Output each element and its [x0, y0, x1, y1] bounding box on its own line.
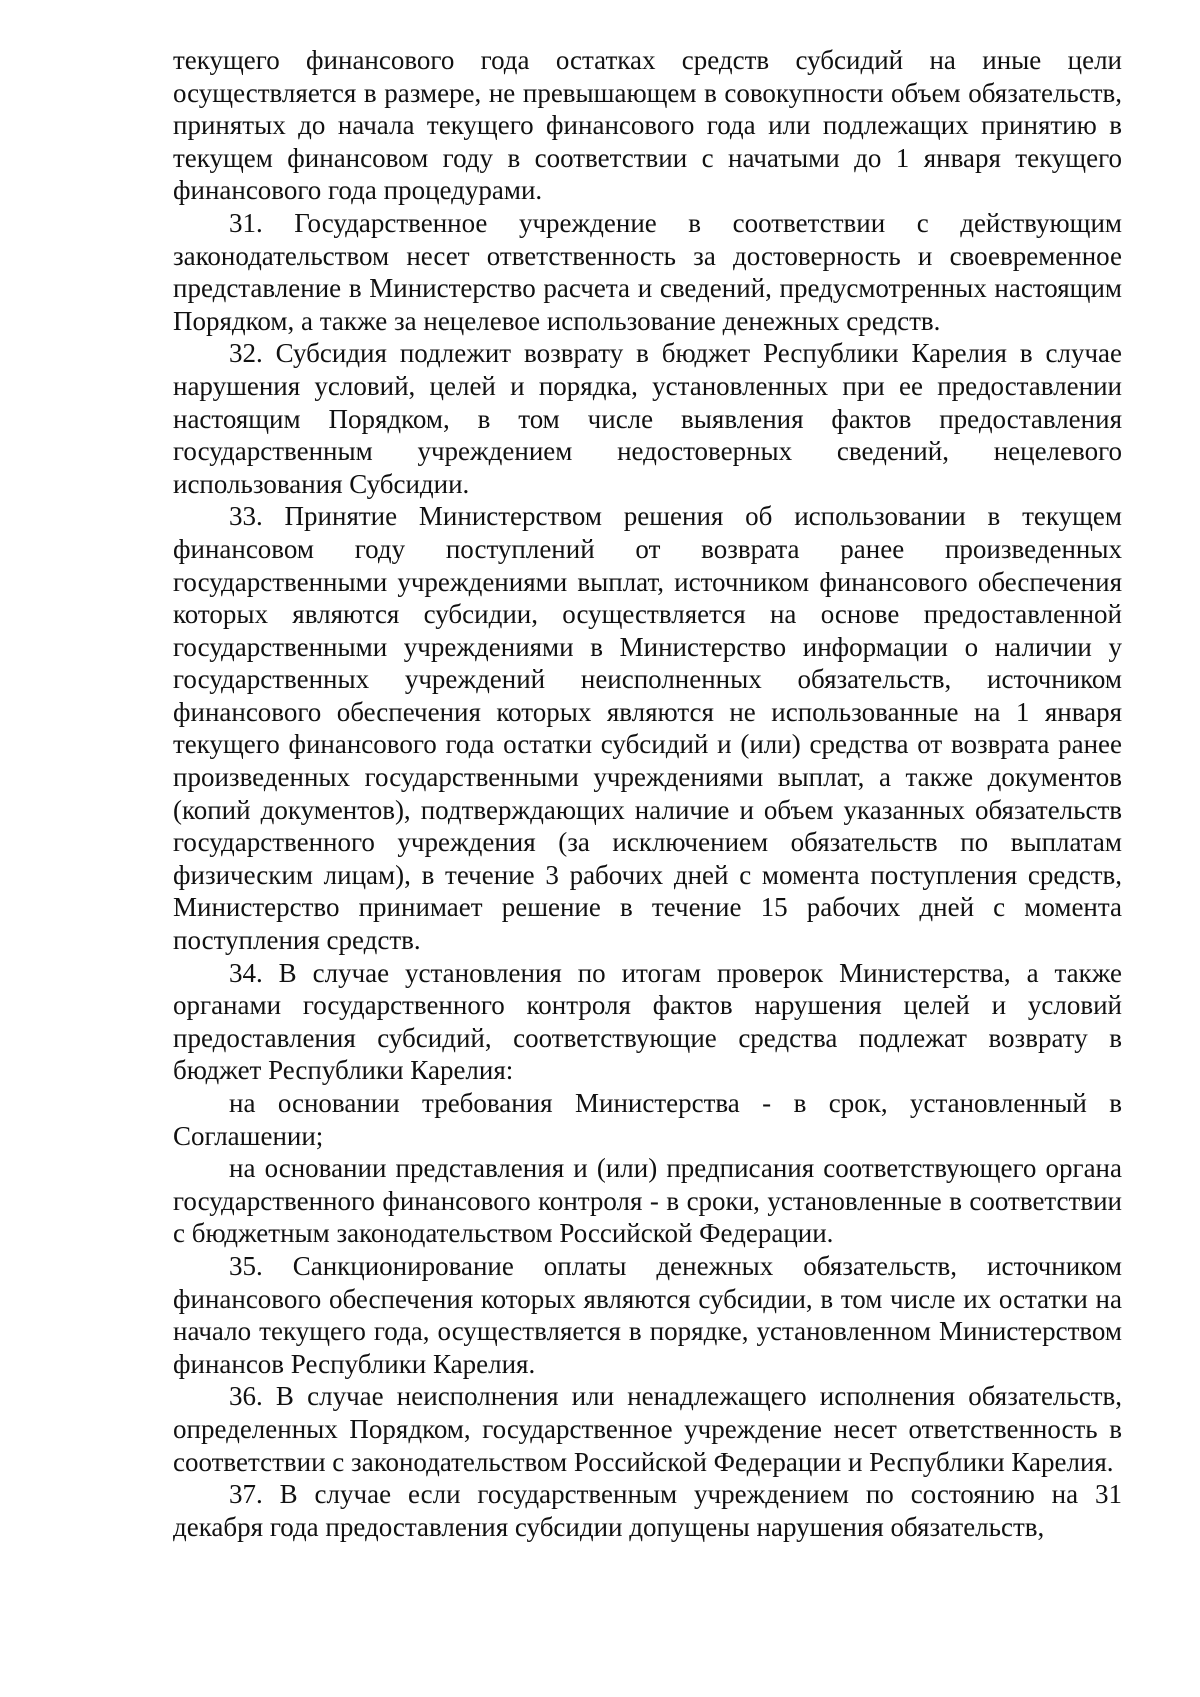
- paragraph-31: 31. Государственное учреждение в соответствии с действующим законодательством несет ответственность за достоверность и своевременное представление в Министерство расчета и сведений, предусмотренных настоящим Порядком, а также за нецелевое использование денежных средств.: [173, 207, 1122, 336]
- paragraph-34-item-1: на основании требования Министерства - в срок, установленный в Соглашении;: [173, 1088, 1122, 1151]
- paragraph-32: 32. Субсидия подлежит возврату в бюджет Республики Карелия в случае нарушения условий, целей и порядка, установленных при ее предоставлении настоящим Порядком, в том числе выявления фактов предоставления государственным учреждением недостоверных сведений, нецелевого использования Субсидии.: [173, 338, 1122, 499]
- document-page: [173, 44, 1122, 1543]
- paragraph-34-item-2: на основании представления и (или) предписания соответствующего органа государственного финансового контроля - в сроки, установленные в соответствии с бюджетным законодательством Российской Федерации.: [173, 1153, 1122, 1249]
- paragraph-36: 36. В случае неисполнения или ненадлежащего исполнения обязательств, определенных Порядком, государственное учреждение несет ответственность в соответствии с законодательством Российской Федерации и Республики Карелия.: [173, 1381, 1122, 1477]
- paragraph-35: 35. Санкционирование оплаты денежных обязательств, источником финансового обеспечения которых являются субсидии, в том числе их остатки на начало текущего года, осуществляется в порядке, установленном Министерством финансов Республики Карелия.: [173, 1250, 1122, 1379]
- paragraph-33: 33. Принятие Министерством решения об использовании в текущем финансовом году поступлений от возврата ранее произведенных государственными учреждениями выплат, источником финансового обеспечения которых являются субсидии, осуществляется на основе предоставленной государственными учреждениями в Министерство информации о наличии у государственных учреждений неисполненных обязательств, источником финансового обеспечения которых являются не использованные на 1 января текущего финансового года остатки субсидий и (или) средства от возврата ранее произведенных государственными учреждениями выплат, а также документов (копий документов), подтверждающих наличие и объем указанных обязательств государственного учреждения (за исключением обязательств по выплатам физическим лицам), в течение 3 рабочих дней с момента поступления средств, Министерство принимает решение в течение 15 рабочих дней с момента поступления средств.: [173, 501, 1122, 956]
- paragraph-37: 37. В случае если государственным учреждением по состоянию на 31 декабря года предоставления субсидии допущены нарушения обязательств,: [173, 1479, 1122, 1542]
- paragraph-continuation: текущего финансового года остатках средств субсидий на иные цели осуществляется в размере, не превышающем в совокупности объем обязательств, принятых до начала текущего финансового года или подлежащих принятию в текущем финансовом году в соответствии с начатыми до 1 января текущего финансового года процедурами.: [173, 45, 1122, 206]
- paragraph-34: 34. В случае установления по итогам проверок Министерства, а также органами государственного контроля фактов нарушения целей и условий предоставления субсидий, соответствующие средства подлежат возврату в бюджет Республики Карелия:: [173, 957, 1122, 1086]
